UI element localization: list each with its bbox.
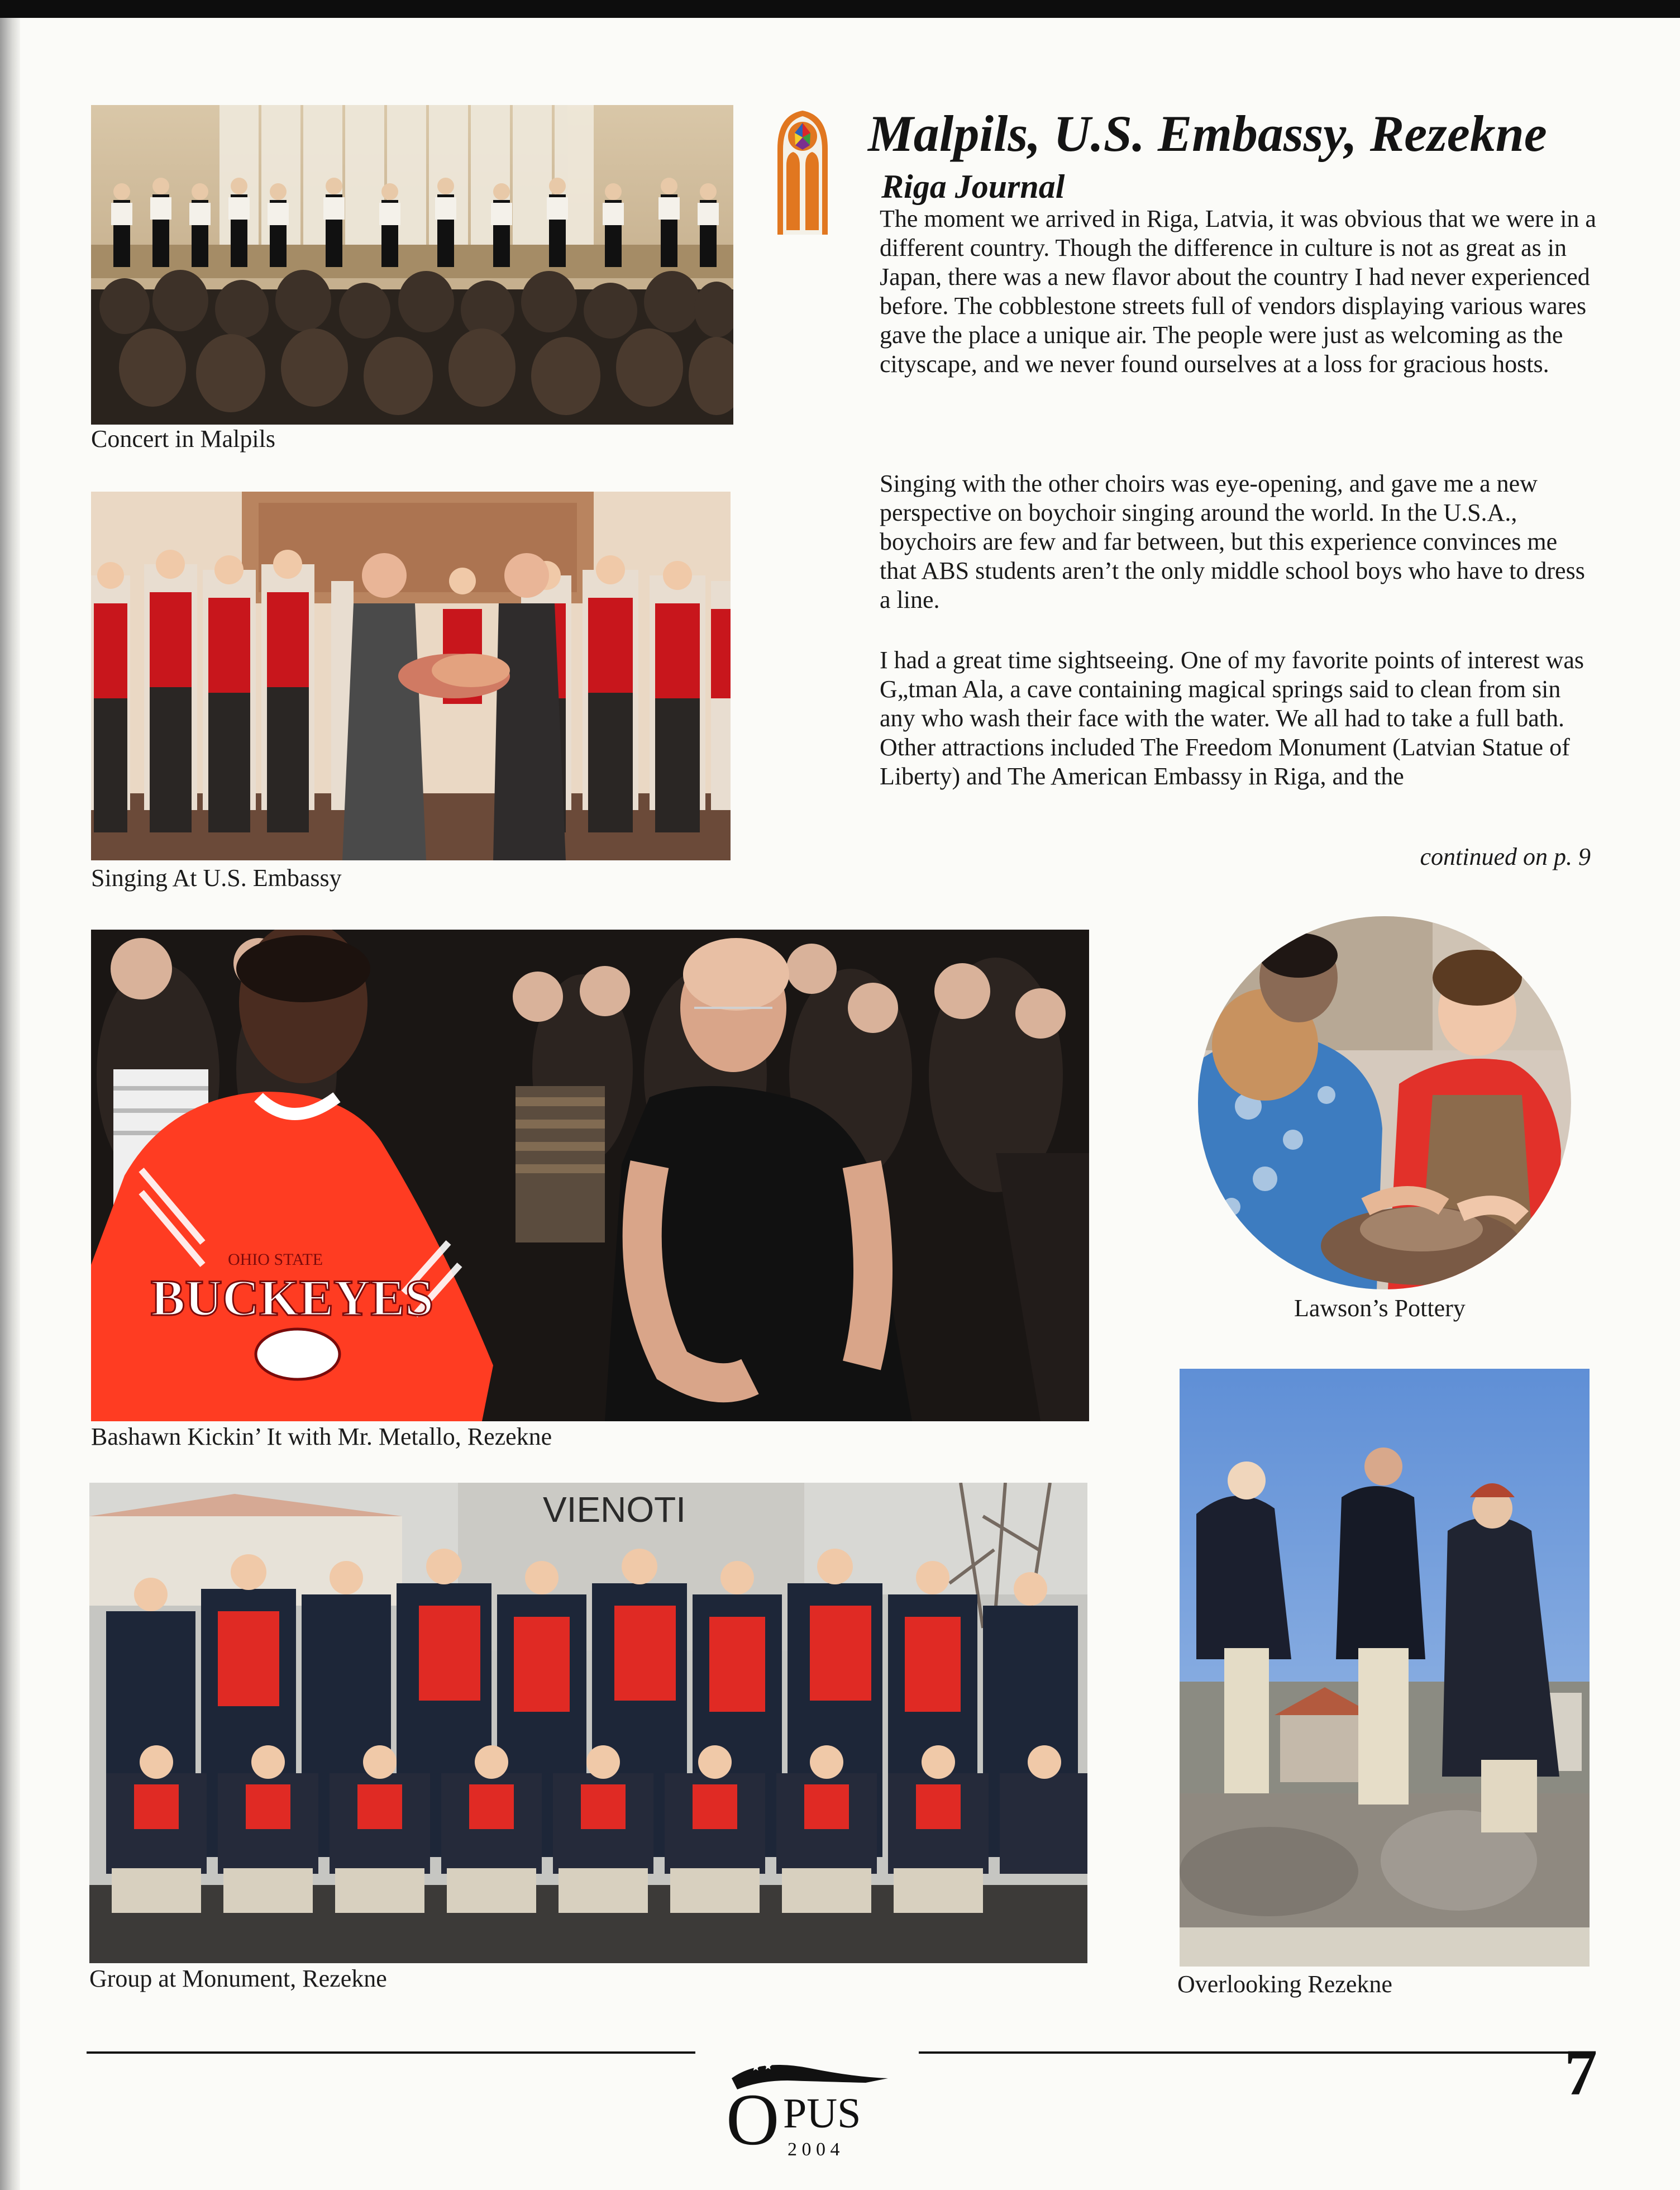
- embassy-caption: Singing At U.S. Embassy: [91, 864, 342, 892]
- scan-top-edge: [0, 0, 1680, 18]
- group-photo: [89, 1483, 1087, 1963]
- pottery-caption: Lawson’s Pottery: [1294, 1294, 1466, 1322]
- overlook-caption: Overlooking Rezekne: [1177, 1970, 1392, 1998]
- article-subhead: Riga Journal: [881, 168, 1065, 205]
- bashawn-photo: [91, 930, 1089, 1421]
- footer-rule-right: [919, 2051, 1592, 2054]
- vienoti-sign-text: VIENOTI: [542, 1489, 686, 1530]
- page-number: 7: [1564, 2036, 1597, 2109]
- article-paragraph: The moment we arrived in Riga, Latvia, it was obvious that we were in a different country. Though the difference in culture is not as great as in Japan, there was a new flavor about the country I had never experienced before. The cobblestone streets full of vendors displaying various wares gave the place a unique air. The people were just as welcoming as the cityscape, and we never found ourselves at a loss for gracious hosts.: [880, 205, 1596, 378]
- article-paragraph: I had a great time sightseeing. One of my favorite points of interest was G„tman Ala, a cave containing magical springs said to clean from sin any who wash their face with the water. We all had to take a full bath. Other attractions included The Freedom Monument (Latvian Statue of Liberty) and The American Embassy in Riga, and the: [880, 646, 1584, 790]
- concert-photo: [91, 105, 733, 425]
- concert-caption: Concert in Malpils: [91, 425, 275, 453]
- buckeyes-shirt-text: BUCKEYES: [150, 1269, 434, 1326]
- stained-glass-window-icon: [775, 110, 830, 235]
- continued-link[interactable]: continued on p. 9: [1420, 843, 1591, 870]
- embassy-photo: [91, 492, 731, 860]
- article-paragraph: Singing with the other choirs was eye-opening, and gave me a new perspective on boychoir singing around the world. In the U.S.A., boychoirs are few and far between, but this experience convinces me that ABS students aren’t the only middle school boys who have to dress a line.: [880, 470, 1585, 613]
- overlook-photo: [1180, 1369, 1590, 1967]
- pottery-photo: [1198, 916, 1571, 1289]
- opus-logo: [720, 2056, 899, 2162]
- ohio-state-shirt-text: OHIO STATE: [227, 1250, 323, 1269]
- opus-logo-year: 2 0 0 4: [787, 2139, 840, 2160]
- group-caption: Group at Monument, Rezekne: [89, 1965, 387, 1992]
- opus-logo-o: O: [726, 2078, 780, 2160]
- opus-logo-word: PUS: [783, 2090, 861, 2137]
- footer-rule-left: [87, 2051, 695, 2054]
- article-headline: Malpils, U.S. Embassy, Rezekne: [868, 105, 1547, 162]
- page-binding-shadow: [0, 18, 20, 2190]
- bashawn-caption: Bashawn Kickin’ It with Mr. Metallo, Rezekne: [91, 1423, 552, 1450]
